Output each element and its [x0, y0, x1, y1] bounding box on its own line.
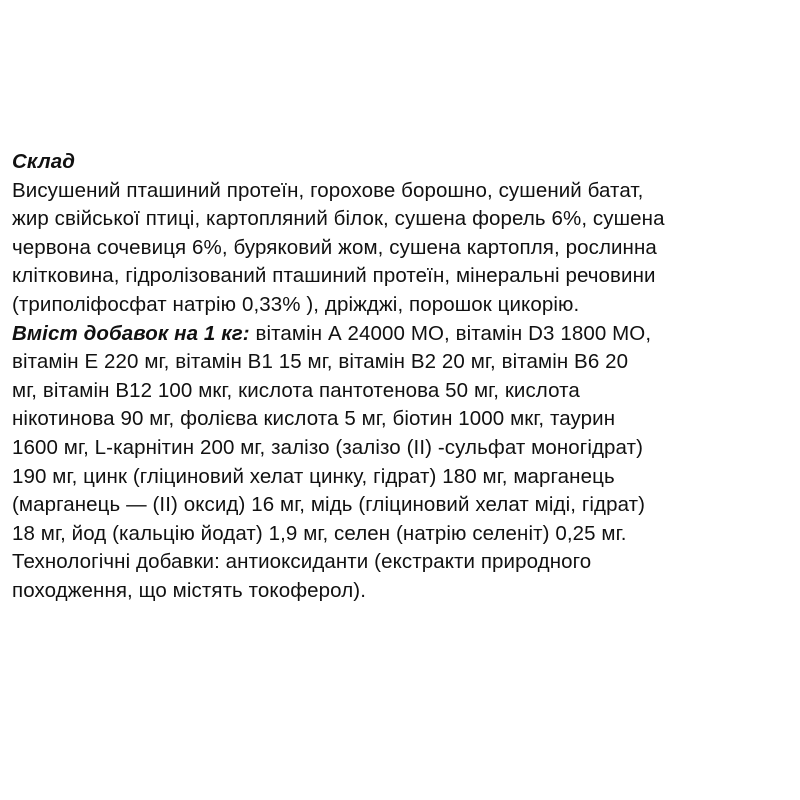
additives-line: 190 мг, цинк (гліциновий хелат цинку, гідрат) 180 мг, марганець [12, 464, 615, 488]
composition-line: клітковина, гідролізований пташиний протеїн, мінеральні речовини [12, 264, 656, 288]
composition-line: (триполіфосфат натрію 0,33% ), дріжджі, порошок цикорію. [12, 292, 580, 316]
technological-additives-line: походження, що містять токоферол). [12, 578, 367, 602]
additives-label: Вміст добавок на 1 кг: [12, 321, 250, 345]
composition-line: червона сочевиця 6%, буряковий жом, сушена картопля, рослинна [12, 235, 657, 259]
additives-line: 1600 мг, L-карнітин 200 мг, залізо (залізо (II) -сульфат моногідрат) [12, 435, 644, 459]
composition-line: Висушений пташиний протеїн, горохове борошно, сушений батат, [12, 178, 644, 202]
additives-line: мг, вітамін В12 100 мкг, кислота пантотенова 50 мг, кислота [12, 378, 580, 402]
additives-line: 18 мг, йод (кальцію йодат) 1,9 мг, селен (натрію селеніт) 0,25 мг. [12, 521, 627, 545]
additives-first-line-text: вітамін А 24000 МО, вітамін D3 1800 МО, [249, 321, 652, 345]
composition-line: жир свійської птиці, картопляний білок, сушена форель 6%, сушена [12, 207, 665, 231]
additives-first-line [12, 320, 792, 349]
ingredients-document [12, 148, 792, 606]
additives-line: нікотинова 90 мг, фолієва кислота 5 мг, біотин 1000 мкг, таурин [12, 407, 616, 431]
additives-line: вітамін Е 220 мг, вітамін В1 15 мг, вітамін В2 20 мг, вітамін В6 20 [12, 350, 629, 374]
composition-heading: Склад [12, 150, 76, 173]
additives-line: (марганець — (II) оксид) 16 мг, мідь (гліциновий хелат міді, гідрат) [12, 493, 646, 517]
technological-additives-line: Технологічні добавки: антиоксиданти (екстракти природного [12, 550, 592, 574]
